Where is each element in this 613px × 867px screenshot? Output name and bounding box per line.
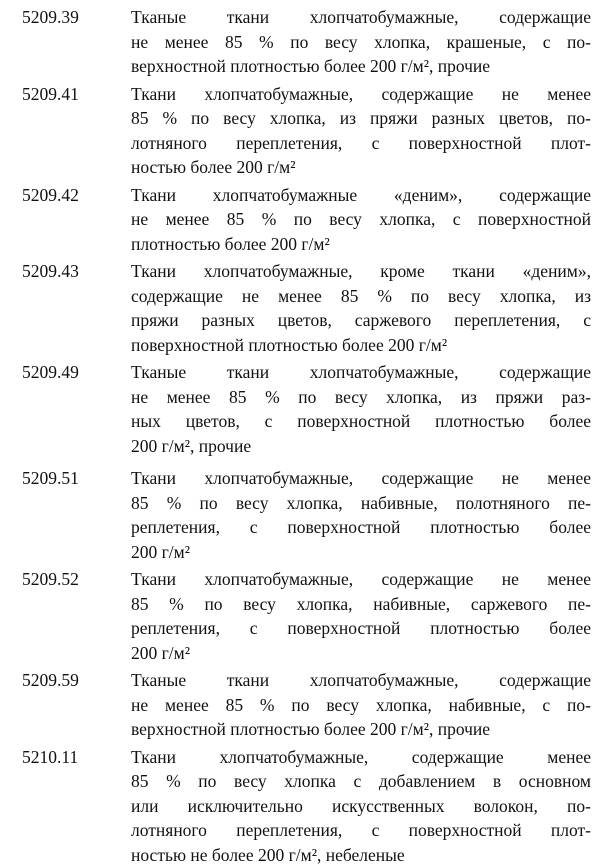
tariff-description <box>131 668 591 742</box>
description-line: реплетения, с поверхностной плотностью более <box>131 616 591 641</box>
description-line: Ткани хлопчатобумажные, содержащие не менее <box>131 82 591 107</box>
tariff-entry-5209-42 <box>22 183 591 257</box>
tariff-code: 5210.11 <box>22 745 131 770</box>
description-line: 85 % по весу хлопка, набивные, саржевого пе- <box>131 592 591 617</box>
description-line: ностью более 200 г/м² <box>131 155 591 180</box>
description-line: содержащие не менее 85 % по весу хлопка, из <box>131 284 591 309</box>
description-line: 200 г/м² <box>131 641 591 666</box>
description-line: Тканые ткани хлопчатобумажные, содержащие <box>131 5 591 30</box>
tariff-entry-5209-39 <box>22 5 591 79</box>
tariff-entry-5209-41 <box>22 82 591 180</box>
description-line: поверхностной плотностью более 200 г/м² <box>131 333 591 358</box>
description-line: не менее 85 % по весу хлопка, из пряжи раз- <box>131 385 591 410</box>
tariff-code: 5209.59 <box>22 668 131 693</box>
description-line: реплетения, с поверхностной плотностью более <box>131 515 591 540</box>
description-line: Ткани хлопчатобумажные, кроме ткани «деним», <box>131 259 591 284</box>
tariff-code: 5209.49 <box>22 360 131 385</box>
description-line: ных цветов, с поверхностной плотностью более <box>131 409 591 434</box>
description-line: лотняного переплетения, с поверхностной плот- <box>131 818 591 843</box>
tariff-description <box>131 82 591 180</box>
description-line: Ткани хлопчатобумажные «деним», содержащие <box>131 183 591 208</box>
description-line: верхностной плотностью более 200 г/м², прочие <box>131 54 591 79</box>
description-line: не менее 85 % по весу хлопка, крашеные, с по- <box>131 30 591 55</box>
description-line: Ткани хлопчатобумажные, содержащие менее <box>131 745 591 770</box>
tariff-entry-5210-11 <box>22 745 591 867</box>
tariff-description <box>131 183 591 257</box>
description-line: лотняного переплетения, с поверхностной плот- <box>131 131 591 156</box>
tariff-entry-5209-52 <box>22 567 591 665</box>
tariff-description <box>131 466 591 564</box>
tariff-description <box>131 360 591 458</box>
tariff-code: 5209.51 <box>22 466 131 491</box>
tariff-description <box>131 745 591 867</box>
description-line: плотностью более 200 г/м² <box>131 232 591 257</box>
tariff-description <box>131 567 591 665</box>
tariff-entry-5209-43 <box>22 259 591 357</box>
tariff-code: 5209.39 <box>22 5 131 30</box>
tariff-entry-5209-51 <box>22 466 591 564</box>
tariff-code: 5209.41 <box>22 82 131 107</box>
description-line: ностью не более 200 г/м², небеленые <box>131 843 591 867</box>
description-line: не менее 85 % по весу хлопка, с поверхностной <box>131 207 591 232</box>
description-line: не менее 85 % по весу хлопка, набивные, с по- <box>131 693 591 718</box>
tariff-description <box>131 5 591 79</box>
tariff-entry-5209-49 <box>22 360 591 458</box>
tariff-code: 5209.43 <box>22 259 131 284</box>
description-line: Тканые ткани хлопчатобумажные, содержащие <box>131 668 591 693</box>
description-line: Тканые ткани хлопчатобумажные, содержащие <box>131 360 591 385</box>
description-line: 200 г/м² <box>131 540 591 565</box>
description-line: Ткани хлопчатобумажные, содержащие не менее <box>131 567 591 592</box>
description-line: пряжи разных цветов, саржевого переплетения, с <box>131 308 591 333</box>
description-line: Ткани хлопчатобумажные, содержащие не менее <box>131 466 591 491</box>
description-line: 200 г/м², прочие <box>131 434 591 459</box>
tariff-description <box>131 259 591 357</box>
description-line: или исключительно искусственных волокон, по- <box>131 794 591 819</box>
description-line: 85 % по весу хлопка, набивные, полотняного пе- <box>131 491 591 516</box>
tariff-code: 5209.52 <box>22 567 131 592</box>
tariff-entry-5209-59 <box>22 668 591 742</box>
tariff-code: 5209.42 <box>22 183 131 208</box>
description-line: 85 % по весу хлопка, из пряжи разных цветов, по- <box>131 106 591 131</box>
description-line: 85 % по весу хлопка с добавлением в основном <box>131 769 591 794</box>
description-line: верхностной плотностью более 200 г/м², прочие <box>131 717 591 742</box>
